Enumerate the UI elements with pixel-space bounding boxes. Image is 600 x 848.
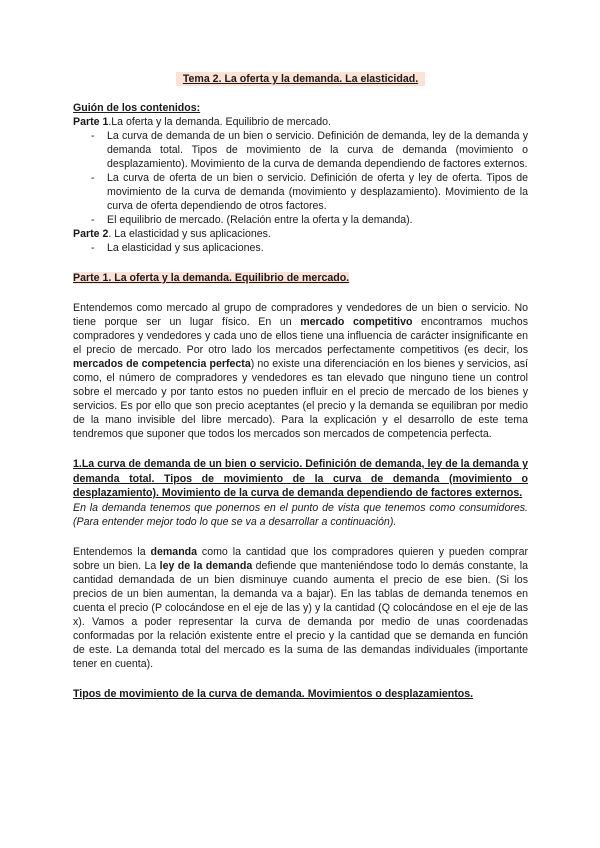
parte1-label: Parte 1 [73, 116, 109, 128]
parte2-list [73, 241, 528, 255]
list-item: - La curva de demanda de un bien o servicio. Definición de demanda, ley de la demanda y demanda total. Tipos de movimiento de la curva de demanda (movimiento o desplazamiento). Movimiento de la curva de demanda dependiendo de factores externos. [73, 129, 528, 171]
parte1-list [73, 129, 528, 227]
demanda-term: demanda [150, 545, 198, 558]
demanda-paragraph: Entendemos la demanda como la cantidad que los compradores quieren y pueden comprar sobre un bien. La ley de la demanda defiende que manteniéndose todo lo demás constante, la cantidad demandada de un bien disminuye cuando aumenta el precio de ese bien. (Si los precios de un bien aumentan, la demanda va a bajar). En las tablas de demanda tenemos en cuenta el precio (P colocándose en el eje de las y) y la cantidad (Q colocándose en el eje de las x). Vamos a poder representar la curva de demanda por medio de unas coordenadas conformadas por la relación existente entre el precio y la cantidad que se demanda en función de este. La demanda total del mercado es la suma de las demandas individuales (importante tener en cuenta). [73, 545, 529, 670]
mercado-competitivo-term: mercado competitivo [300, 316, 413, 328]
parte2-line [73, 227, 528, 241]
parte2-text: . La elasticidad y sus aplicaciones. [108, 228, 271, 240]
parte1-heading: Parte 1. La oferta y la demanda. Equilibrio de mercado. [73, 272, 350, 284]
list-item: - El equilibrio de mercado. (Relación entre la oferta y la demanda). [73, 213, 528, 227]
guion-heading: Guión de los contenidos: [73, 102, 201, 114]
ley-demanda-term: ley de la demanda [159, 559, 253, 572]
parte1-text: .La oferta y la demanda. Equilibrio de mercado. [108, 116, 331, 128]
document-title: Tema 2. La oferta y la demanda. La elasticidad. [176, 72, 425, 86]
tipos-heading: Tipos de movimiento de la curva de demanda. Movimientos o desplazamientos. [73, 687, 474, 700]
list-item: - La curva de oferta de un bien o servicio. Definición de oferta y ley de oferta. Tipos de movimiento de la curva de demanda (movimiento y desplazamiento). Movimiento de la curva de oferta dependiendo de otros factores. [73, 171, 528, 213]
parte2-label: Parte 2 [73, 228, 109, 240]
document-content [73, 72, 528, 701]
section1-italic-note: En la demanda tenemos que ponernos en el punto de vista que tenemos como consumidores. (Para entender mejor todo lo que se va a desarrollar a continuación). [73, 501, 528, 528]
competencia-perfecta-term: mercados de competencia perfecta [73, 358, 251, 370]
intro-paragraph: Entendemos como mercado al grupo de compradores y vendedores de un bien o servicio. No tiene porque ser un lugar físico. En un mercado competitivo encontramos muchos compradores y vendedores y cada uno de ellos tiene una influencia de carácter insignificante en el precio de mercado. Por otro lado los mercados perfectamente competitivos (es decir, los mercados de competencia perfecta) no existe una diferenciación en los bienes y servicios, así como, el número de compradores y vendedores es tan elevado que ninguno tiene un control sobre el mercado y por tanto estos no pueden influir en el precio de mercado de los bienes y servicios. Es por ello que son precio aceptantes (el precio y la demanda se equilibran por medio de la mano invisible del libre mercado). Para la explicación y el desarrollo de este tema tendremos que suponer que todos los mercados son mercados de competencia perfecta. [73, 302, 528, 440]
guion-section [73, 101, 528, 255]
list-item: - La elasticidad y sus aplicaciones. [73, 241, 528, 255]
section1-heading: 1.La curva de demanda de un bien o servicio. Definición de demanda, ley de la demanda y demanda total. Tipos de movimiento de la curva de demanda (movimiento o desplazamiento). Movimiento de la curva de demanda dependiendo de factores externos. [73, 458, 528, 499]
parte1-line [73, 115, 528, 129]
